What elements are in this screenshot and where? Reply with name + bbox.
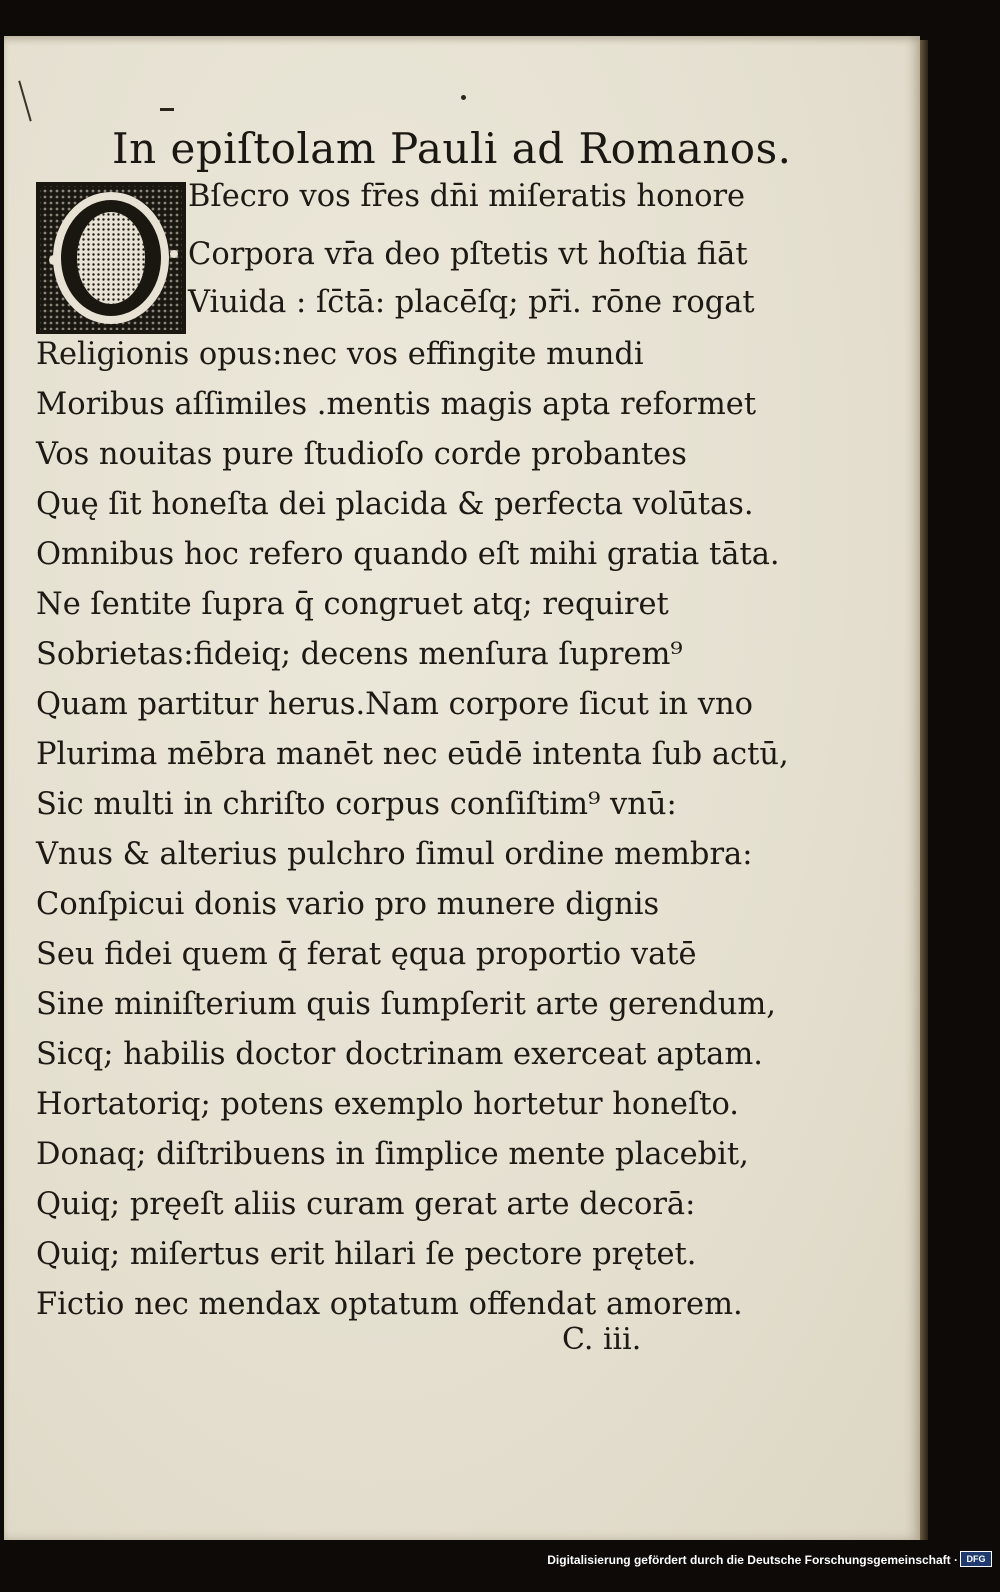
page-edge	[920, 40, 928, 1540]
text-line: Conſpicui donis vario pro munere dignis	[36, 887, 660, 922]
text-line: Donaq; diſtribuens in ſimplice mente placebit,	[36, 1137, 749, 1172]
text-line: Viuida : ſc̄tā: placēſq; pr̄i. rōne rogat	[188, 285, 755, 320]
text-line: Religionis opus:nec vos effingite mundi	[36, 337, 644, 372]
ink-dot-mark	[461, 95, 466, 100]
text-line: Sine miniſterium quis ſumpſerit arte gerendum,	[36, 987, 776, 1022]
text-line: Vos nouitas pure ſtudioſo corde probantes	[36, 437, 687, 472]
text-line: Ne ſentite ſupra q̄ congruet atq; requiret	[36, 587, 669, 622]
text-line: Fictio nec mendax optatum offendat amorem.	[36, 1287, 743, 1322]
signature-mark: C. iii.	[562, 1322, 642, 1357]
text-line: Quam partitur herus.Nam corpore ſicut in vno	[36, 687, 753, 722]
text-line: Hortatoriq; potens exemplo hortetur honeſto.	[36, 1087, 740, 1122]
decorated-initial-o-icon	[36, 182, 186, 334]
text-line: Quiq; pręeſt aliis curam gerat arte decorā:	[36, 1187, 696, 1222]
text-line: Plurima mēbra manēt nec eūdē intenta ſub actū,	[36, 737, 789, 772]
running-title: In epiſtolam Pauli ad Romanos.	[112, 124, 792, 173]
dfg-logo: DFG	[960, 1551, 992, 1567]
text-line: Seu fidei quem q̄ ferat ęqua proportio vatē	[36, 937, 697, 972]
text-line: Vnus & alterius pulchro ſimul ordine membra:	[36, 837, 753, 872]
text-line: Sicq; habilis doctor doctrinam exerceat aptam.	[36, 1037, 763, 1072]
text-line: Moribus aſſimiles .mentis magis apta reformet	[36, 387, 757, 422]
text-line: Quiq; miſertus erit hilari ſe pectore prętet.	[36, 1237, 697, 1272]
text-line: Corpora vr̄a deo pſtetis vt hoſtia fiāt	[188, 237, 748, 272]
text-line: Sobrietas:fideiq; decens menſura ſuprem⁹	[36, 637, 683, 672]
funding-credit: Digitalisierung gefördert durch die Deutsche Forschungsgemeinschaft ·	[547, 1553, 958, 1567]
text-line: Quę ſit honeſta dei placida & perfecta volūtas.	[36, 487, 754, 522]
text-line: Sic multi in chriſto corpus conſiſtim⁹ vnū:	[36, 787, 677, 822]
text-line: Bſecro vos fr̄es dn̄i miſeratis honore	[188, 179, 746, 214]
text-line: Omnibus hoc refero quando eſt mihi gratia tāta.	[36, 537, 780, 572]
ink-dash-mark	[160, 108, 174, 111]
